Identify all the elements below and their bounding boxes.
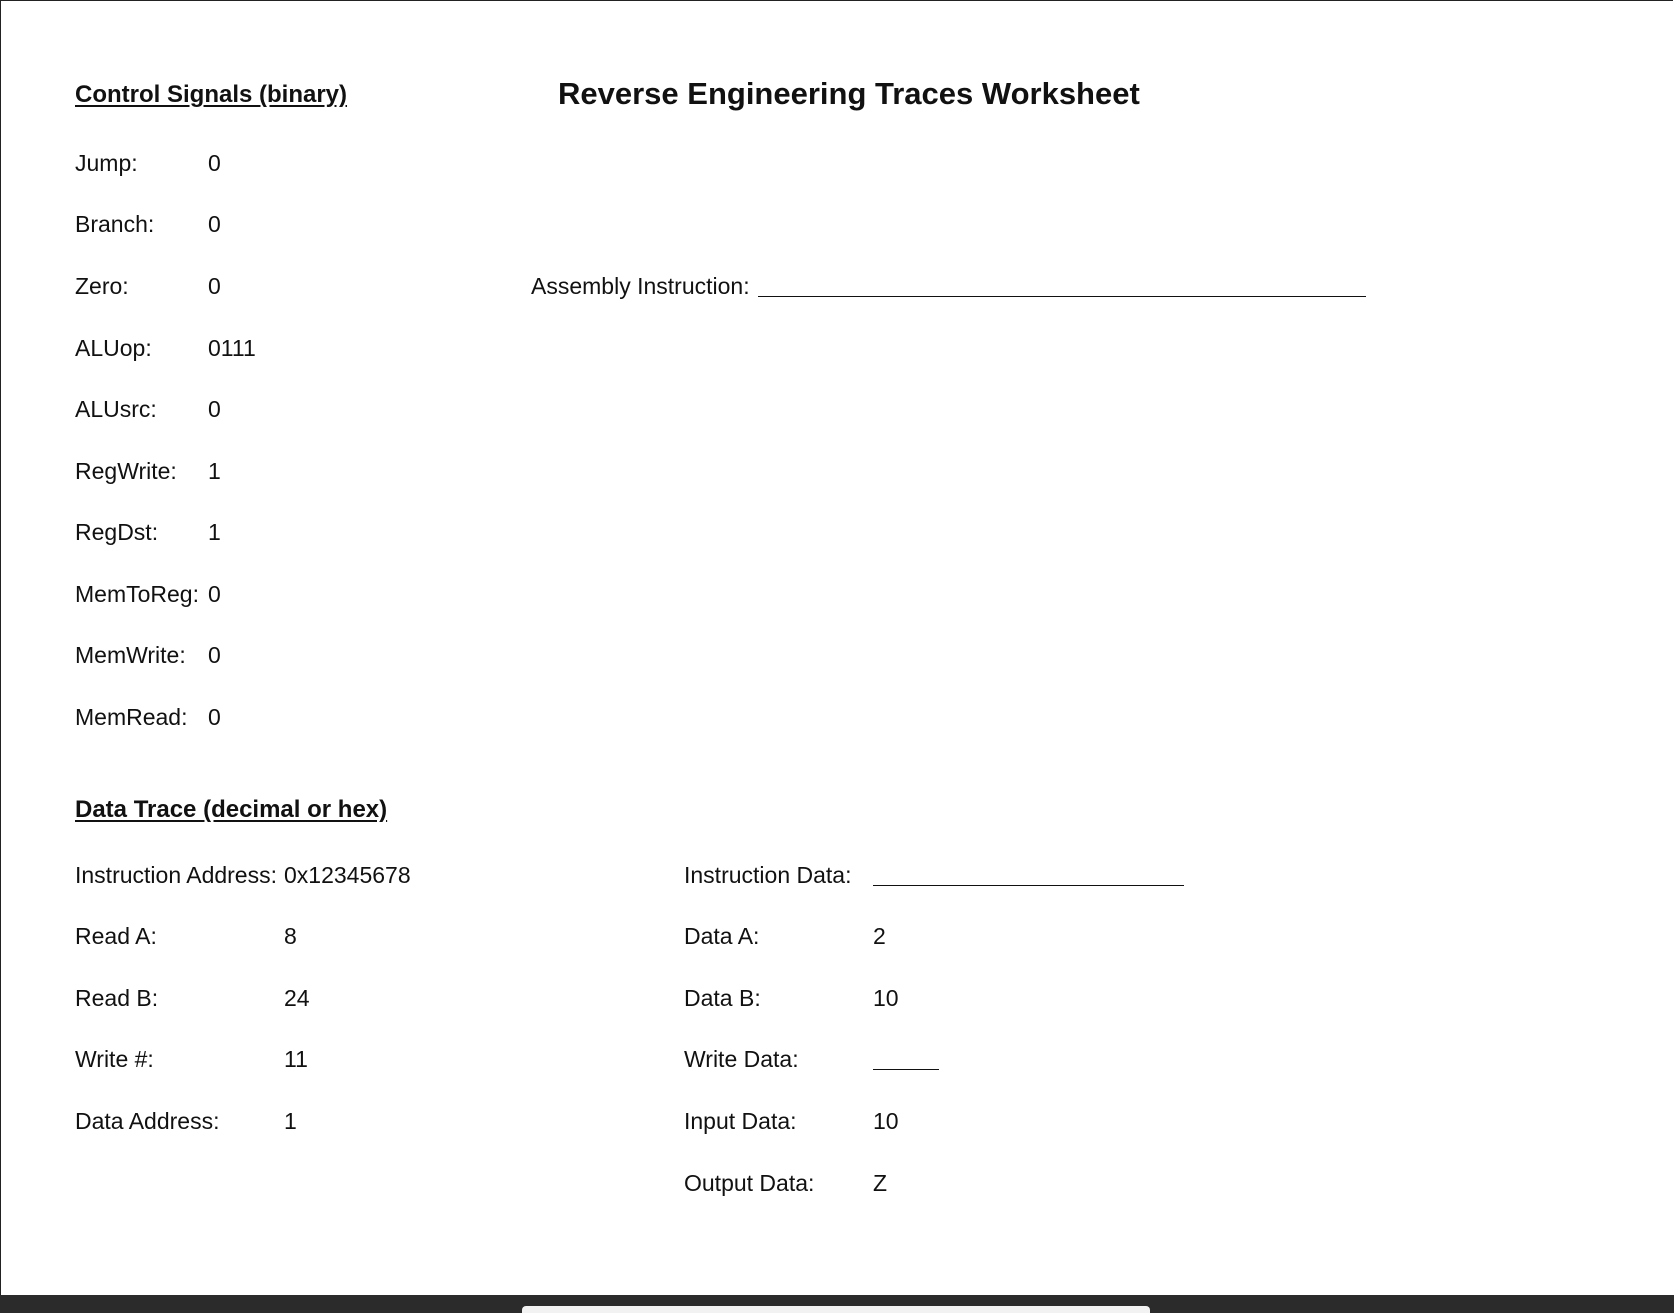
field-label: Data Address: — [75, 1108, 220, 1134]
field-label: Instruction Address: — [75, 862, 277, 888]
signal-value: 0 — [208, 642, 221, 668]
signal-value: 1 — [208, 519, 221, 545]
signal-label: ALUsrc: — [75, 396, 157, 422]
signal-value: 0 — [208, 396, 221, 422]
horizontal-scrollbar-thumb[interactable] — [522, 1306, 1150, 1313]
signal-value: 0 — [208, 581, 221, 607]
assembly-instruction-blank[interactable] — [758, 296, 1366, 297]
instruction-data-blank[interactable] — [873, 885, 1184, 886]
signal-label: Jump: — [75, 150, 138, 176]
field-value: 1 — [284, 1108, 297, 1134]
field-label: Data B: — [684, 985, 761, 1011]
signal-label: ALUop: — [75, 335, 152, 361]
signal-value: 0 — [208, 273, 221, 299]
signal-label: MemRead: — [75, 704, 188, 730]
signal-value: 1 — [208, 458, 221, 484]
signal-label: MemWrite: — [75, 642, 186, 668]
signal-value: 0111 — [208, 335, 256, 361]
field-label: Write Data: — [684, 1046, 799, 1072]
signal-label: Zero: — [75, 273, 129, 299]
field-value: Z — [873, 1170, 888, 1196]
field-label: Data A: — [684, 923, 760, 949]
signal-label: RegWrite: — [75, 458, 177, 484]
data-trace-heading: Data Trace (decimal or hex) — [75, 796, 388, 823]
assembly-instruction-label: Assembly Instruction: — [531, 273, 750, 299]
field-label: Read B: — [75, 985, 159, 1011]
field-label: Instruction Data: — [684, 862, 852, 888]
field-label: Output Data: — [684, 1170, 815, 1196]
field-label: Read A: — [75, 923, 157, 949]
page-title: Reverse Engineering Traces Worksheet — [558, 76, 1140, 111]
field-value: 8 — [284, 923, 297, 949]
signal-value: 0 — [208, 150, 221, 176]
write-data-blank[interactable] — [873, 1069, 939, 1070]
field-label: Write #: — [75, 1046, 154, 1072]
signal-label: MemToReg: — [75, 581, 199, 607]
control-signals-heading: Control Signals (binary) — [75, 81, 348, 108]
field-value: 24 — [284, 985, 310, 1011]
field-value: 2 — [873, 923, 886, 949]
field-value: 10 — [873, 985, 899, 1011]
signal-value: 0 — [208, 211, 221, 237]
field-value: 10 — [873, 1108, 899, 1134]
field-value: 11 — [284, 1046, 308, 1072]
field-value: 0x12345678 — [284, 862, 411, 888]
signal-label: Branch: — [75, 211, 155, 237]
field-label: Input Data: — [684, 1108, 797, 1134]
signal-value: 0 — [208, 704, 221, 730]
signal-label: RegDst: — [75, 519, 159, 545]
